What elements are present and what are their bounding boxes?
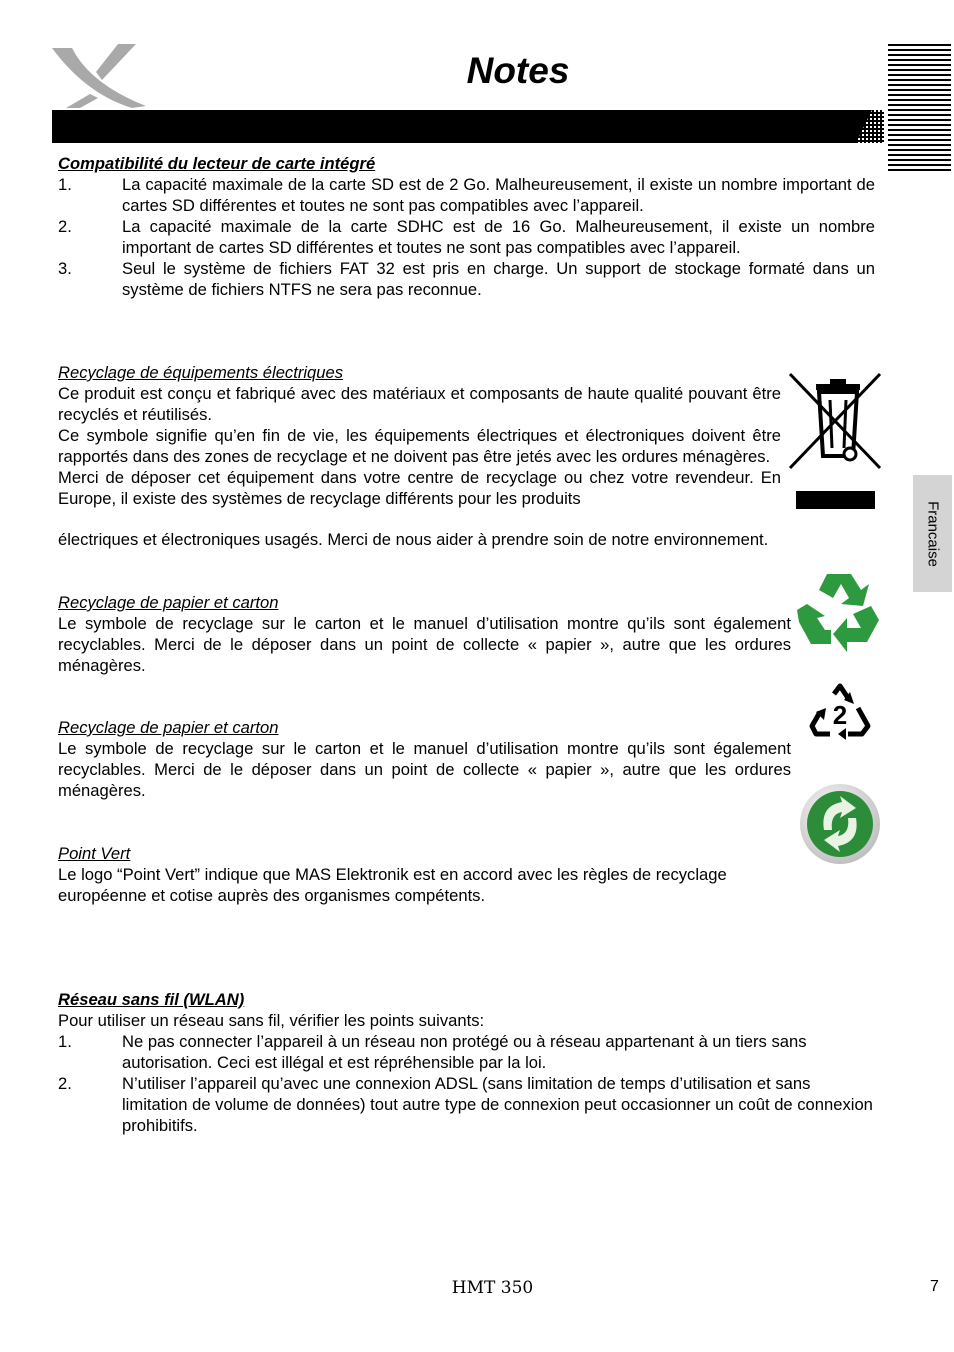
pap-symbol-number: 2 [832, 700, 848, 730]
paper-heading: Recyclage de papier et carton [58, 718, 279, 737]
paper-paragraph: Le symbole de recyclage sur le carton et le manuel d’utilisation montre qu’ils sont également recyclables. Merci de le déposer dans un point de collecte « papier », autre que les ordures ménagères. [58, 614, 791, 675]
page-number: 7 [930, 1278, 939, 1295]
pap-recycle-symbol [808, 682, 872, 742]
wlan-section [58, 989, 875, 1136]
weee-paragraph: Ce produit est conçu et fabriqué avec des matériaux et composants de haute qualité pouvant être recyclés et réutilisés. [58, 384, 781, 424]
weee-heading: Recyclage de équipements électriques [58, 363, 344, 382]
crossed-bin-icon [786, 370, 884, 472]
weee-section [58, 362, 781, 509]
weee-black-bar [796, 491, 875, 509]
point-vert-icon [798, 782, 882, 866]
paper-section [58, 592, 791, 676]
header-bar [52, 110, 884, 143]
corner-stripes [888, 44, 951, 172]
list-item: 3. Seul le système de fichiers FAT 32 est pris en charge. Un support de stockage formaté dans un système de fichiers NTFS ne sera pas reconnue. [58, 259, 875, 299]
list-item: 2. N’utiliser l’appareil qu’avec une connexion ADSL (sans limitation de temps d’utilisation et sans limitation de volume de données) tout autre type de connexion peut occasionner un coût de connexion prohibitifs. [58, 1074, 873, 1135]
card-reader-heading: Compatibilité du lecteur de carte intégré [58, 154, 376, 173]
page-title: Notes [466, 50, 570, 91]
wlan-intro: Pour utiliser un réseau sans fil, vérifier les points suivants: [58, 1011, 485, 1030]
card-reader-section [58, 153, 875, 300]
list-item: 1. La capacité maximale de la carte SD est de 2 Go. Malheureusement, il existe un nombre important de cartes SD différentes et toutes ne sont pas compatibles avec l’appareil. [58, 175, 875, 215]
language-tab[interactable]: Francaise [913, 475, 952, 592]
list-item: 1. Ne pas connecter l’appareil à un réseau non protégé ou à réseau appartenant à un tiers sans autorisation. Ceci est illégal et est répréhensible par la loi. [58, 1032, 807, 1072]
recycle-arrows-icon [797, 572, 881, 652]
point-vert-heading: Point Vert [58, 844, 131, 863]
paper-paragraph: Le symbole de recyclage sur le carton et le manuel d’utilisation montre qu’ils sont également recyclables. Merci de le déposer dans un point de collecte « papier », autre que les ordures ménagères. [58, 739, 791, 800]
point-vert-paragraph: Le logo “Point Vert” indique que MAS Elektronik est en accord avec les règles de recyclage européenne et cotise auprès des organismes compétents. [58, 865, 727, 905]
point-vert-section [58, 843, 803, 906]
footer-model: HMT 350 [451, 1278, 534, 1298]
paper-heading: Recyclage de papier et carton [58, 593, 279, 612]
weee-paragraph: Ce symbole signifie qu’en fin de vie, les équipements électriques et électroniques doivent être rapportés dans des zones de recyclage et ne doivent pas être jetés avec les ordures ménagères. [58, 426, 781, 466]
weee-paragraph: Merci de déposer cet équipement dans votre centre de recyclage ou chez votre revendeur. En Europe, il existe des systèmes de recyclage différents pour les produits [58, 468, 781, 508]
paper-section [58, 717, 791, 801]
list-item: 2. La capacité maximale de la carte SDHC est de 16 Go. Malheureusement, il existe un nombre important de cartes SD différentes et toutes ne sont pas compatibles avec l’appareil. [58, 217, 875, 257]
header-bar-dots [842, 110, 884, 143]
wlan-heading: Réseau sans fil (WLAN) [58, 990, 245, 1009]
weee-paragraph-end: électriques et électroniques usagés. Merci de nous aider à prendre soin de notre environnement. [58, 530, 769, 549]
